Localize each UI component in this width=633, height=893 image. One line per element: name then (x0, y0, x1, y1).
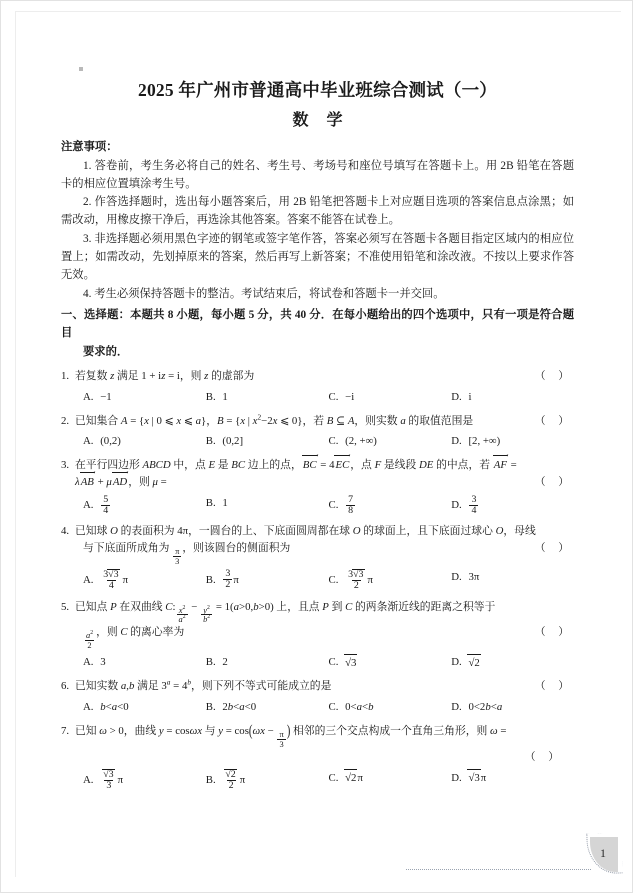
question-5-stem-text-line2: （ ） $\frac{a^2}{2}$ ，则 C 的离心率为 (86, 626, 574, 650)
question-4-stem (61, 523, 574, 565)
question-2-option-d[interactable]: D. [2, +∞) (451, 435, 501, 448)
question-3-options (61, 495, 574, 516)
question-3-answer-slot[interactable]: （ ） (534, 476, 574, 489)
footer-dotted-rule (406, 859, 591, 870)
question-7-options (61, 769, 574, 791)
question-4-option-d[interactable]: D. 3π (451, 571, 480, 584)
question-1-options (61, 389, 574, 406)
question-1-option-d[interactable]: D. i (451, 390, 472, 403)
question-3-option-a[interactable]: A. $\frac{5}{4}$ (83, 493, 109, 516)
question-3-stem-text: 在平行四边形 ABCD 中，点 E 是 BC 边上的点，BC = 4EC，点 F 是线段 DE 的中点，若 AF = (75, 457, 574, 474)
page-content (61, 79, 574, 792)
question-2-stem-text: 已知集合 A = {x | 0 ⩽ x ⩽ a}，B = {x | $x^2-2x$ ⩽ 0}，若 B ⊆ A，则实数 a 的取值范围是 (75, 411, 474, 427)
question-6 (61, 678, 574, 716)
question-5-number: 5. (61, 600, 70, 613)
question-6-option-d[interactable]: D. 0<2 b < a (451, 701, 503, 714)
page-title: 2025 年广州市普通高中毕业班综合测试（一） (138, 80, 497, 100)
question-1-option-b[interactable]: B. 1 (205, 390, 228, 403)
question-3 (61, 457, 574, 516)
notice-item-4: 4. 考生必须保持答题卡的整洁。考试结束后，将试卷和答题卡一并交回。 (83, 287, 445, 300)
question-6-option-c[interactable]: C. 0< a < b (328, 701, 374, 714)
page-number: 1 (600, 846, 606, 860)
question-5-options (61, 654, 574, 672)
question-6-stem (61, 678, 574, 695)
question-5-stem (61, 599, 574, 650)
question-5-answer-slot[interactable]: （ ） (534, 626, 574, 639)
question-1-option-a[interactable]: A. −1 (83, 390, 112, 403)
question-3-number: 3. (61, 459, 70, 472)
question-4-option-a[interactable]: A. $\frac{3√3}{4}$ π (83, 569, 129, 592)
question-5-option-d[interactable]: D. √2 (451, 654, 574, 672)
question-7-option-c[interactable]: C. √2 π (329, 769, 452, 787)
notice-item-1: 1. 答卷前，考生务必将自己的姓名、考生号、考场号和座位号填写在答题卡上。用 2B 铅笔在答题卡的相应位置填涂考生号。 (61, 159, 574, 190)
question-6-number: 6. (61, 680, 70, 693)
subject-title: 数 学 (292, 111, 350, 129)
question-4-number: 4. (61, 525, 70, 538)
question-2-option-a[interactable]: A. (0,2) (83, 435, 121, 448)
question-3-option-c[interactable]: C. $\frac{7}{8}$ (328, 493, 354, 516)
question-3-stem-text-line2: （ ） λAB + μAD，则 μ = (75, 474, 574, 491)
question-4-option-c[interactable]: C. $\frac{3√3}{2}$ π (328, 569, 373, 592)
question-7-option-b[interactable]: B. $\frac{√2}{2}$ π (205, 769, 246, 792)
question-3-option-d[interactable]: D. $\frac{3}{4}$ (451, 493, 477, 516)
question-3-stem (61, 457, 574, 490)
scan-artifact-dot (79, 67, 83, 71)
question-1 (61, 368, 574, 406)
question-7 (61, 723, 574, 792)
question-7-answer-slot[interactable]: （ ） (524, 750, 564, 763)
question-2-option-b[interactable]: B. (0,2] (205, 435, 244, 448)
notice-item-2: 2. 作答选择题时，选出每小题答案后，用 2B 铅笔把答题卡上对应题目选项的答案信息点涂黑；如需改动，用橡皮擦干净后，再选涂其他答案。答案不能答在试卷上。 (61, 196, 574, 227)
question-7-option-a[interactable]: A. $\frac{√3}{3}$ π (83, 769, 124, 792)
question-5-option-b[interactable]: B. 2 (205, 655, 228, 668)
question-6-stem-text: 已知实数 a,b 满足 $3^a = 4^b$，则下列不等式可能成立的是 (75, 677, 332, 693)
question-7-stem-text: 已知 ω > 0，曲线 y = cosωx 与 y = cos(ωx − $\frac{\pi}{3}$ ) 相邻的三个交点构成一个直角三角形，则 ω = (75, 721, 507, 749)
question-4-option-b[interactable]: B. $\frac{3}{2}$ π (205, 568, 239, 591)
section-heading-choice (61, 306, 574, 361)
question-6-options (61, 699, 574, 716)
notice-item-3: 3. 非选择题必须用黑色字迹的钢笔或签字笔作答，答案必须写在答题卡各题目指定区域内的相应位置上；如需改动，先划掉原来的答案，然后再写上新答案；不准使用铅笔和涂改液。不按以上要求作答无效。 (61, 232, 574, 282)
section-heading-line1: 一、选择题：本题共 8 小题，每小题 5 分，共 40 分．在每小题给出的四个选项中，只有一项是符合题目 (61, 308, 574, 340)
question-5-option-a[interactable]: A. 3 (83, 655, 106, 668)
question-2-option-c[interactable]: C. (2, +∞) (328, 435, 377, 448)
question-4-answer-slot[interactable]: （ ） (534, 541, 574, 554)
question-5 (61, 599, 574, 672)
question-2 (61, 413, 574, 451)
question-1-answer-slot[interactable]: （ ） (534, 369, 574, 382)
question-2-stem (61, 413, 574, 430)
question-1-stem (61, 368, 574, 385)
question-1-number: 1. (61, 369, 70, 382)
question-4-stem-text-line2: （ ） 与下底面所成角为 $\frac{\pi}{3}$ ，则该圆台的侧面积为 (83, 541, 574, 566)
question-2-answer-slot[interactable]: （ ） (534, 414, 574, 427)
question-7-number: 7. (61, 725, 70, 738)
question-6-option-b[interactable]: B. 2 b < a <0 (205, 701, 257, 714)
question-5-stem-text: 已知点 P 在双曲线 C: $\frac{x^2}{a^2}$ − $\frac{y^2}{b^2}$ = 1(a>0,b>0) 上，且点 P 到 C 的两条渐近线的距离之积等于 (75, 600, 496, 625)
question-2-number: 2. (61, 414, 70, 427)
question-1-option-c[interactable]: C. −i (328, 390, 355, 403)
question-3-option-b[interactable]: B. 1 (205, 496, 228, 509)
question-7-option-d[interactable]: D. √3 π (451, 769, 574, 787)
question-7-stem (61, 723, 574, 765)
question-4-options (61, 569, 574, 591)
question-6-option-a[interactable]: A. b < a <0 (83, 701, 129, 714)
notice-heading: 注意事项： (61, 140, 118, 153)
question-4 (61, 523, 574, 592)
question-5-option-c[interactable]: C. √3 (329, 654, 452, 672)
question-1-stem-text: 若复数 z 满足 1 + iz = i，则 z 的虚部为 (75, 369, 255, 382)
question-4-stem-text: 已知球 O 的表面积为 4π，一圆台的上、下底面圆周都在球 O 的球面上，且下底面过球心 O，母线 (75, 525, 536, 538)
question-2-options (61, 433, 574, 450)
section-heading-line2: 要求的． (83, 345, 129, 358)
question-6-answer-slot[interactable]: （ ） (534, 680, 574, 693)
